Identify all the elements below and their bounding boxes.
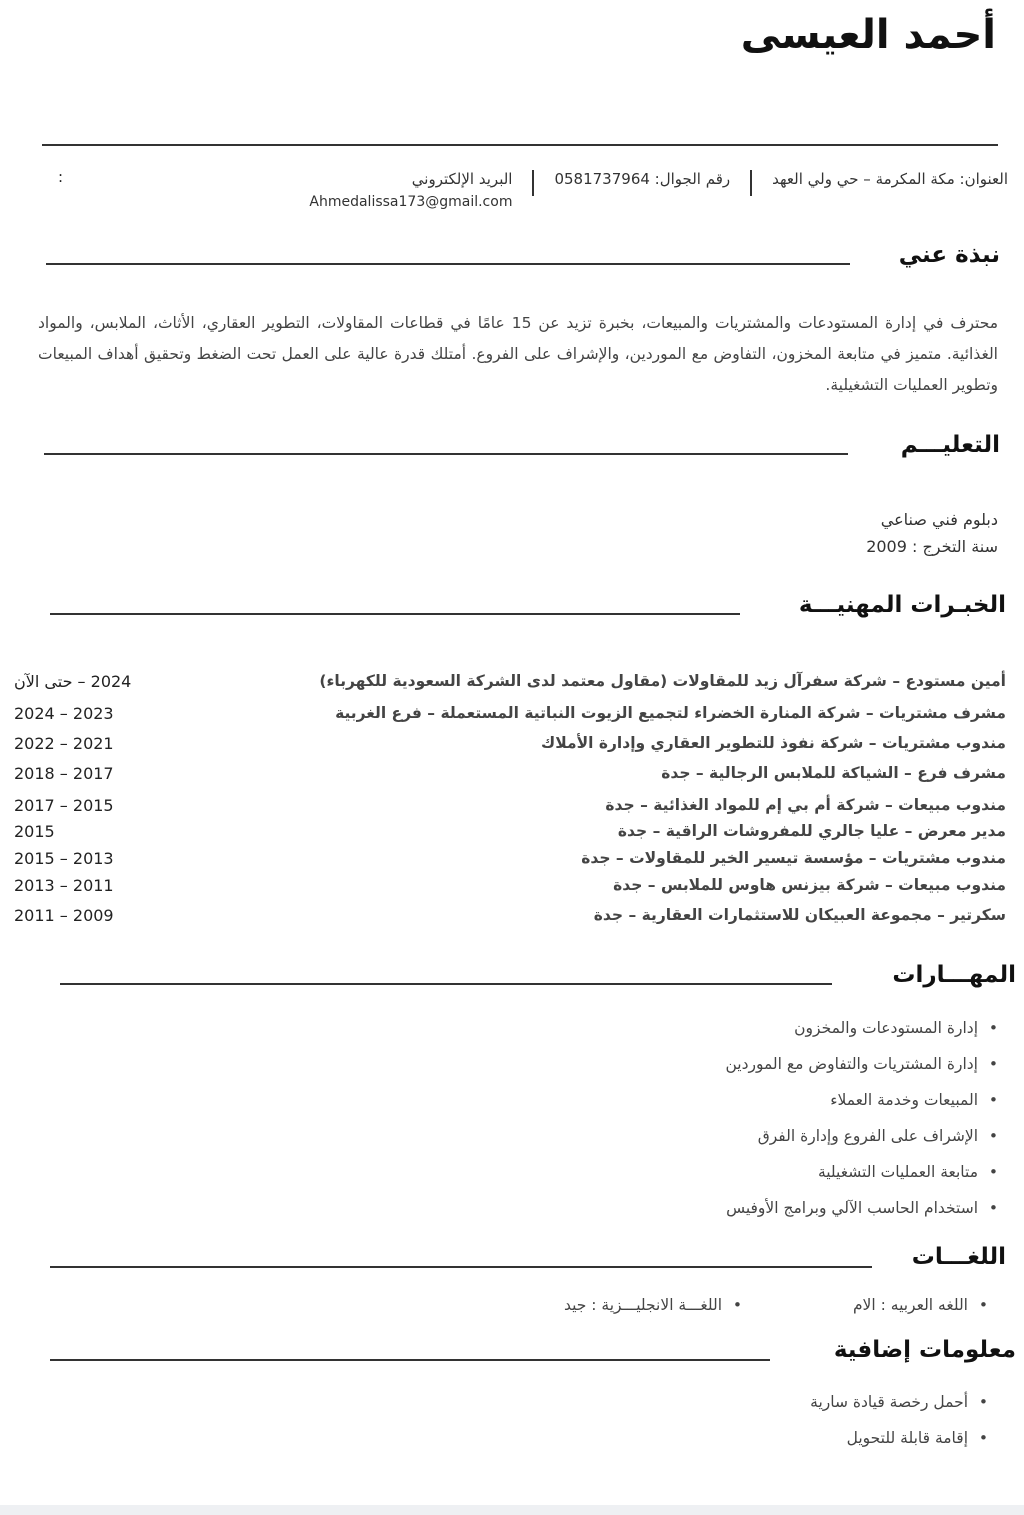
skill-item: • الإشراف على الفروع وإدارة الفرق (725, 1118, 1004, 1154)
divider (532, 170, 534, 196)
additional-item: • أحمل رخصة قيادة سارية (810, 1384, 994, 1420)
email-label: البريد الإلكتروني (411, 170, 513, 188)
divider (750, 170, 752, 196)
graduation-year: سنة التخرج : 2009 (866, 537, 998, 556)
experience-item (14, 906, 1006, 932)
experience-item (14, 704, 1006, 730)
job-dates (14, 734, 158, 753)
experience-item (14, 822, 1006, 848)
additional-list (810, 1384, 994, 1456)
address: العنوان: مكة المكرمة – حي ولي العهد (772, 170, 1008, 188)
experience-item (14, 672, 1006, 698)
email: Ahmedalissa173@gmail.com (309, 194, 513, 210)
education-details (866, 506, 998, 560)
job-dates-text: 2023 – 2024 (14, 704, 114, 723)
divider (50, 613, 740, 615)
job-title: مندوب مشتريات – شركة نفوذ للتطوير العقاري وإدارة الأملاك (541, 734, 1006, 752)
job-dates-text: 2021 – 2022 (14, 734, 114, 753)
experience-item (14, 764, 1006, 790)
additional-item: • إقامة قابلة للتحويل (810, 1420, 994, 1456)
experience-item (14, 849, 1006, 875)
job-dates-text: 2024 – حتى الآن (14, 672, 132, 691)
section-title-about: نبذة عني (898, 242, 1000, 268)
divider (46, 263, 850, 265)
job-dates-text: 2017 – 2018 (14, 764, 114, 783)
section-title-additional: معلومات إضافية (833, 1337, 1016, 1363)
job-dates (14, 796, 158, 815)
job-dates (14, 672, 158, 691)
skill-item: • المبيعات وخدمة العملاء (725, 1082, 1004, 1118)
email-colon: : (58, 168, 64, 186)
job-title: مندوب مبيعات – شركة أم بي إم للمواد الغذائية – جدة (605, 796, 1006, 814)
job-dates (14, 764, 158, 783)
job-title: مندوب مشتريات – مؤسسة تيسير الخير للمقاولات – جدة (581, 849, 1006, 867)
experience-item (14, 876, 1006, 902)
job-dates-text: 2013 – 2015 (14, 849, 114, 868)
skill-item: • إدارة المستودعات والمخزون (725, 1010, 1004, 1046)
degree: دبلوم فني صناعي (880, 510, 998, 529)
section-title-experience: الخبـرات المهنيـــة (798, 592, 1006, 618)
job-dates (14, 704, 158, 723)
job-title: أمين مستودع – شركة سفرآل زيد للمقاولات (مقاول معتمد لدى الشركة السعودية للكهرباء) (319, 672, 1006, 690)
job-title: سكرتير – مجموعة العبيكان للاستثمارات العقارية – جدة (593, 906, 1006, 924)
resume-name: أحمد العيسى (740, 12, 996, 58)
experience-item (14, 734, 1006, 760)
job-dates-text: 2009 – 2011 (14, 906, 114, 925)
section-title-languages: اللغـــات (911, 1244, 1006, 1270)
about-text: محترف في إدارة المستودعات والمشتريات والمبيعات، بخبرة تزيد عن 15 عامًا في قطاعات المقاولات، التطوير العقاري، الأثاث، الملابس، والمواد الغذائية. متميز في متابعة المخزون، التفاوض مع الموردين، والإشراف على الفروع. أمتلك قدرة عالية على العمل تحت الضغط وتحقيق أهداف المبيعات وتطوير العمليات التشغيلية. (38, 314, 998, 394)
skills-list (725, 1010, 1004, 1226)
skill-item: • استخدام الحاسب الآلي وبرامج الأوفيس (725, 1190, 1004, 1226)
skill-item: • إدارة المشتريات والتفاوض مع الموردين (725, 1046, 1004, 1082)
experience-item (14, 796, 1006, 822)
job-title: مشرف فرع – الشياكة للملابس الرجالية – جدة (661, 764, 1006, 782)
divider (42, 144, 998, 146)
section-title-education: التعليـــم (900, 432, 1000, 458)
divider (50, 1359, 770, 1361)
job-dates (14, 849, 158, 868)
divider (50, 1266, 872, 1268)
job-dates (14, 906, 158, 925)
page-footer-strip (0, 1505, 1024, 1515)
section-title-skills: المهـــارات (892, 962, 1016, 988)
language-item: • اللغه العربيه : الام (748, 1287, 994, 1323)
job-dates (14, 876, 158, 895)
language-item: • اللغـــة الانجليـــزية : جيد (564, 1287, 748, 1323)
skill-item: • متابعة العمليات التشغيلية (725, 1154, 1004, 1190)
job-dates-text: 2015 – 2017 (14, 796, 114, 815)
job-title: مندوب مبيعات – شركة بيزنس هاوس للملابس – جدة (613, 876, 1006, 894)
contact-info (309, 170, 1008, 210)
job-title: مشرف مشتريات – شركة المنارة الخضراء لتجميع الزيوت النباتية المستعملة – فرع الغربية (335, 704, 1006, 722)
divider (60, 983, 832, 985)
languages-list (564, 1287, 994, 1323)
job-dates-text: 2015 (14, 822, 55, 841)
job-title: مدير معرض – عليا جالري للمفروشات الراقية – جدة (617, 822, 1006, 840)
job-dates (14, 822, 158, 841)
job-dates-text: 2011 – 2013 (14, 876, 114, 895)
phone: رقم الجوال: 0581737964 (554, 170, 731, 188)
divider (44, 453, 848, 455)
